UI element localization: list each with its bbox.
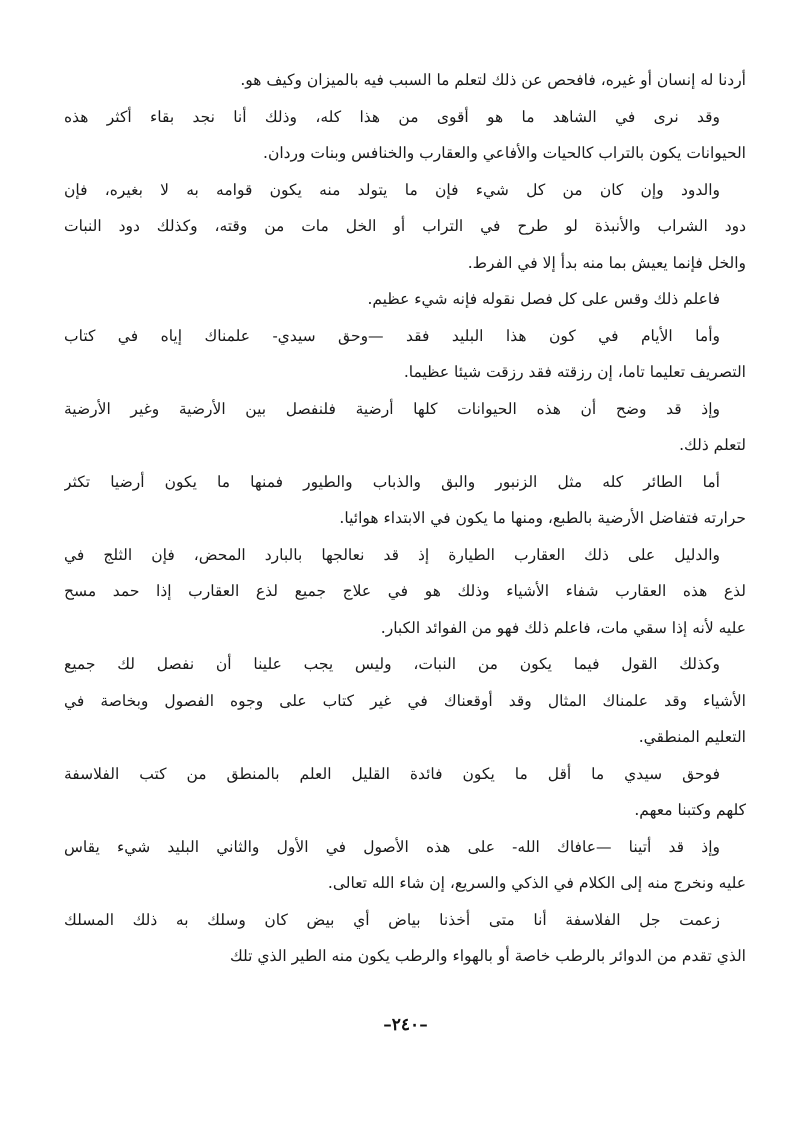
text-line: فوحق سيدي ما أقل ما يكون فائدة القليل العلم بالمنطق من كتب الفلاسفة <box>64 764 720 783</box>
paragraph <box>64 99 746 172</box>
text-line: أما الطائر كله مثل الزنبور والبق والذباب والطيور فمنها ما يكون أرضيا تكثر <box>64 472 720 491</box>
paragraph <box>64 646 746 756</box>
text-line: التصريف تعليما تاما، إن رزقته فقد رزقت شيئا عظيما. <box>403 363 746 381</box>
text-line: وكذلك القول فيما يكون من النبات، وليس يجب علينا أن نفصل لك جميع <box>64 655 720 673</box>
text-line: التعليم المنطقي. <box>638 728 746 746</box>
text-line: كلهم وكتبنا معهم. <box>634 801 746 819</box>
text-line: عليه لأنه إذا سقي مات، فاعلم ذلك فهو من الفوائد الكبار. <box>380 618 746 637</box>
text-line: الذي تقدم من الدوائر بالرطب خاصة أو بالهواء والرطب يكون منه الطير الذي تلك <box>229 947 746 965</box>
text-line: والخل فإنما يعيش بما منه بدأ إلا في الفرط. <box>467 253 746 272</box>
text-line: وقد نرى في الشاهد ما هو أقوى من هذا كله، وذلك أنا نجد بقاء أكثر هذه <box>64 107 720 126</box>
paragraph <box>64 756 746 829</box>
text-line: الأشياء وقد علمناك المثال وقد أوقعناك في غير كتاب على وجوه الفصول وبخاصة في <box>64 691 746 710</box>
paragraph <box>64 902 746 975</box>
paragraph <box>64 318 746 391</box>
text-line: زعمت جل الفلاسفة أنا متى أخذنا بياض أي بيض كان وسلك به ذلك المسلك <box>64 910 720 929</box>
page-number: –٢٤٠– <box>383 1015 428 1035</box>
text-line: لتعلم ذلك. <box>679 436 746 454</box>
paragraph <box>64 829 746 902</box>
text-line: الحيوانات يكون بالتراب كالحيات والأفاعي والعقارب والخنافس وبنات وردان. <box>263 144 746 162</box>
text-line: أردنا له إنسان أو غيره، فافحص عن ذلك لتعلم ما السبب فيه بالميزان وكيف هو. <box>240 71 746 89</box>
paragraph <box>64 537 746 647</box>
text-line: والدود وإن كان من كل شيء فإن ما يتولد منه يكون قوامه به لا بغيره، فإن <box>64 180 720 199</box>
paragraph <box>64 391 746 464</box>
paragraph <box>64 172 746 282</box>
paragraph <box>64 464 746 537</box>
text-line: والدليل على ذلك العقارب الطيارة إذ قد نعالجها بالبارد المحض، فإن الثلج في <box>64 545 720 564</box>
text-line: وإذ قد وضح أن هذه الحيوانات كلها أرضية فلنفصل بين الأرضية وغير الأرضية <box>64 399 720 418</box>
text-line: وإذ قد أتينا —عافاك الله- على هذه الأصول في الأول والثاني البليد شيء يقاس <box>64 837 720 856</box>
text-line: دود الشراب والأنبذة لو طرح في التراب أو الخل مات من وقته، وكذلك دود النبات <box>64 217 746 235</box>
text-line: فاعلم ذلك وقس على كل فصل نقوله فإنه شيء عظيم. <box>367 290 720 308</box>
page-body <box>64 62 746 975</box>
text-line: حرارته فتفاضل الأرضية بالطبع، ومنها ما يكون في الابتداء هوائيا. <box>339 509 746 527</box>
text-line: وأما الأيام في كون هذا البليد فقد —وحق سيدي- علمناك إياه في كتاب <box>64 326 720 345</box>
paragraph <box>64 62 746 99</box>
text-line: لذع هذه العقارب شفاء الأشياء وذلك هو في علاج جميع لذع العقارب إذا حمد مسح <box>64 582 746 600</box>
text-line: عليه ونخرج منه إلى الكلام في الذكي والسريع، إن شاء الله تعالى. <box>327 874 746 892</box>
paragraph <box>64 281 746 318</box>
